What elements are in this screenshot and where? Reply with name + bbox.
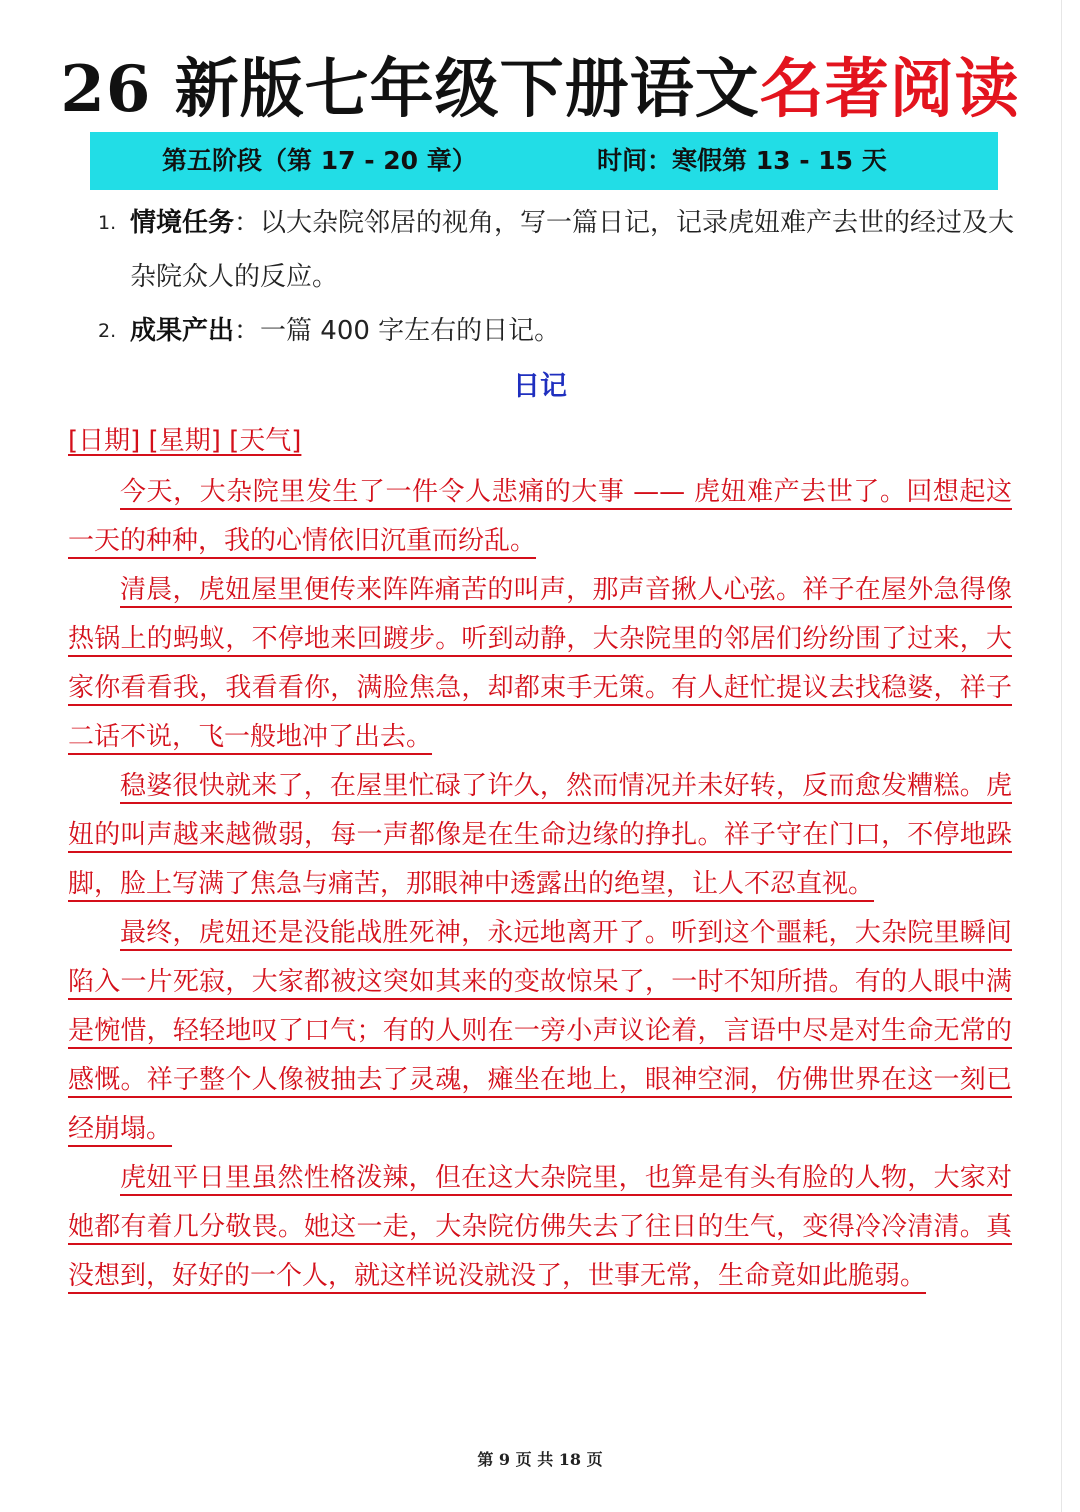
- diary-paragraph-text: 清晨，虎妞屋里便传来阵阵痛苦的叫声，那声音揪人心弦。祥子在屋外急得像热锅上的蚂蚁，不停地来回踱步。听到动静，大杂院里的邻居们纷纷围了过来，大家你看看我，我看看你，满脸焦急，却都束手无策。有人赶忙提议去找稳婆，祥子二话不说，飞一般地冲了出去。: [68, 575, 1012, 752]
- task-number: 2.: [98, 320, 117, 342]
- page-title: [0, 52, 1080, 128]
- stage-label: 第五阶段（第 17 - 20 章）: [162, 146, 477, 175]
- task-label: 成果产出: [130, 316, 235, 346]
- task-label: 情境任务: [130, 208, 235, 238]
- diary-paragraph-text: 稳婆很快就来了，在屋里忙碌了许久，然而情况并未好转，反而愈发糟糕。虎妞的叫声越来越微弱，每一声都像是在生命边缘的挣扎。祥子守在门口，不停地跺脚，脸上写满了焦急与痛苦，那眼神中透露出的绝望，让人不忍直视。: [68, 771, 1012, 899]
- diary-paragraph: [68, 468, 1012, 566]
- diary-paragraph-text: 今天，大杂院里发生了一件令人悲痛的大事 —— 虎妞难产去世了。回想起这一天的种种，我的心情依旧沉重而纷乱。: [68, 477, 1012, 556]
- task-text: ：一篇 400 字左右的日记。: [234, 316, 561, 346]
- diary-title: 日记: [513, 371, 567, 402]
- title-highlight: 名著阅读: [759, 52, 1020, 127]
- diary-paragraph: [68, 909, 1012, 1154]
- stage-banner: [90, 132, 998, 190]
- task-number: 1.: [98, 212, 117, 234]
- page-edge-rule: [1061, 0, 1062, 1512]
- diary-paragraph-text: 最终，虎妞还是没能战胜死神，永远地离开了。听到这个噩耗，大杂院里瞬间陷入一片死寂，大家都被这突如其来的变故惊呆了，一时不知所措。有的人眼中满是惋惜，轻轻地叹了口气；有的人则在一旁小声议论着，言语中尽是对生命无常的感慨。祥子整个人像被抽去了灵魂，瘫坐在地上，眼神空洞，仿佛世界在这一刻已经崩塌。: [68, 918, 1012, 1144]
- page-number: 第 9 页 共 18 页: [477, 1450, 603, 1469]
- title-main: 26 新版七年级下册语文: [60, 52, 760, 127]
- task-body: [130, 304, 1020, 358]
- task-text: ：以大杂院邻居的视角，写一篇日记，记录虎妞难产去世的经过及大杂院众人的反应。: [130, 208, 1015, 292]
- diary-paragraph: [68, 566, 1012, 762]
- diary-body: [68, 468, 1012, 1301]
- diary-paragraph: [68, 762, 1012, 909]
- diary-date-header: [日期] [星期] [天气]: [68, 426, 302, 456]
- diary-paragraph-text: 虎妞平日里虽然性格泼辣，但在这大杂院里，也算是有头有脸的人物，大家对她都有着几分敬畏。她这一走，大杂院仿佛失去了往日的生气，变得冷冷清清。真没想到，好好的一个人，就这样说没就没了，世事无常，生命竟如此脆弱。: [68, 1163, 1012, 1291]
- task-body: [130, 196, 1020, 304]
- diary-paragraph: [68, 1154, 1012, 1301]
- time-label: 时间：寒假第 13 - 15 天: [597, 146, 887, 175]
